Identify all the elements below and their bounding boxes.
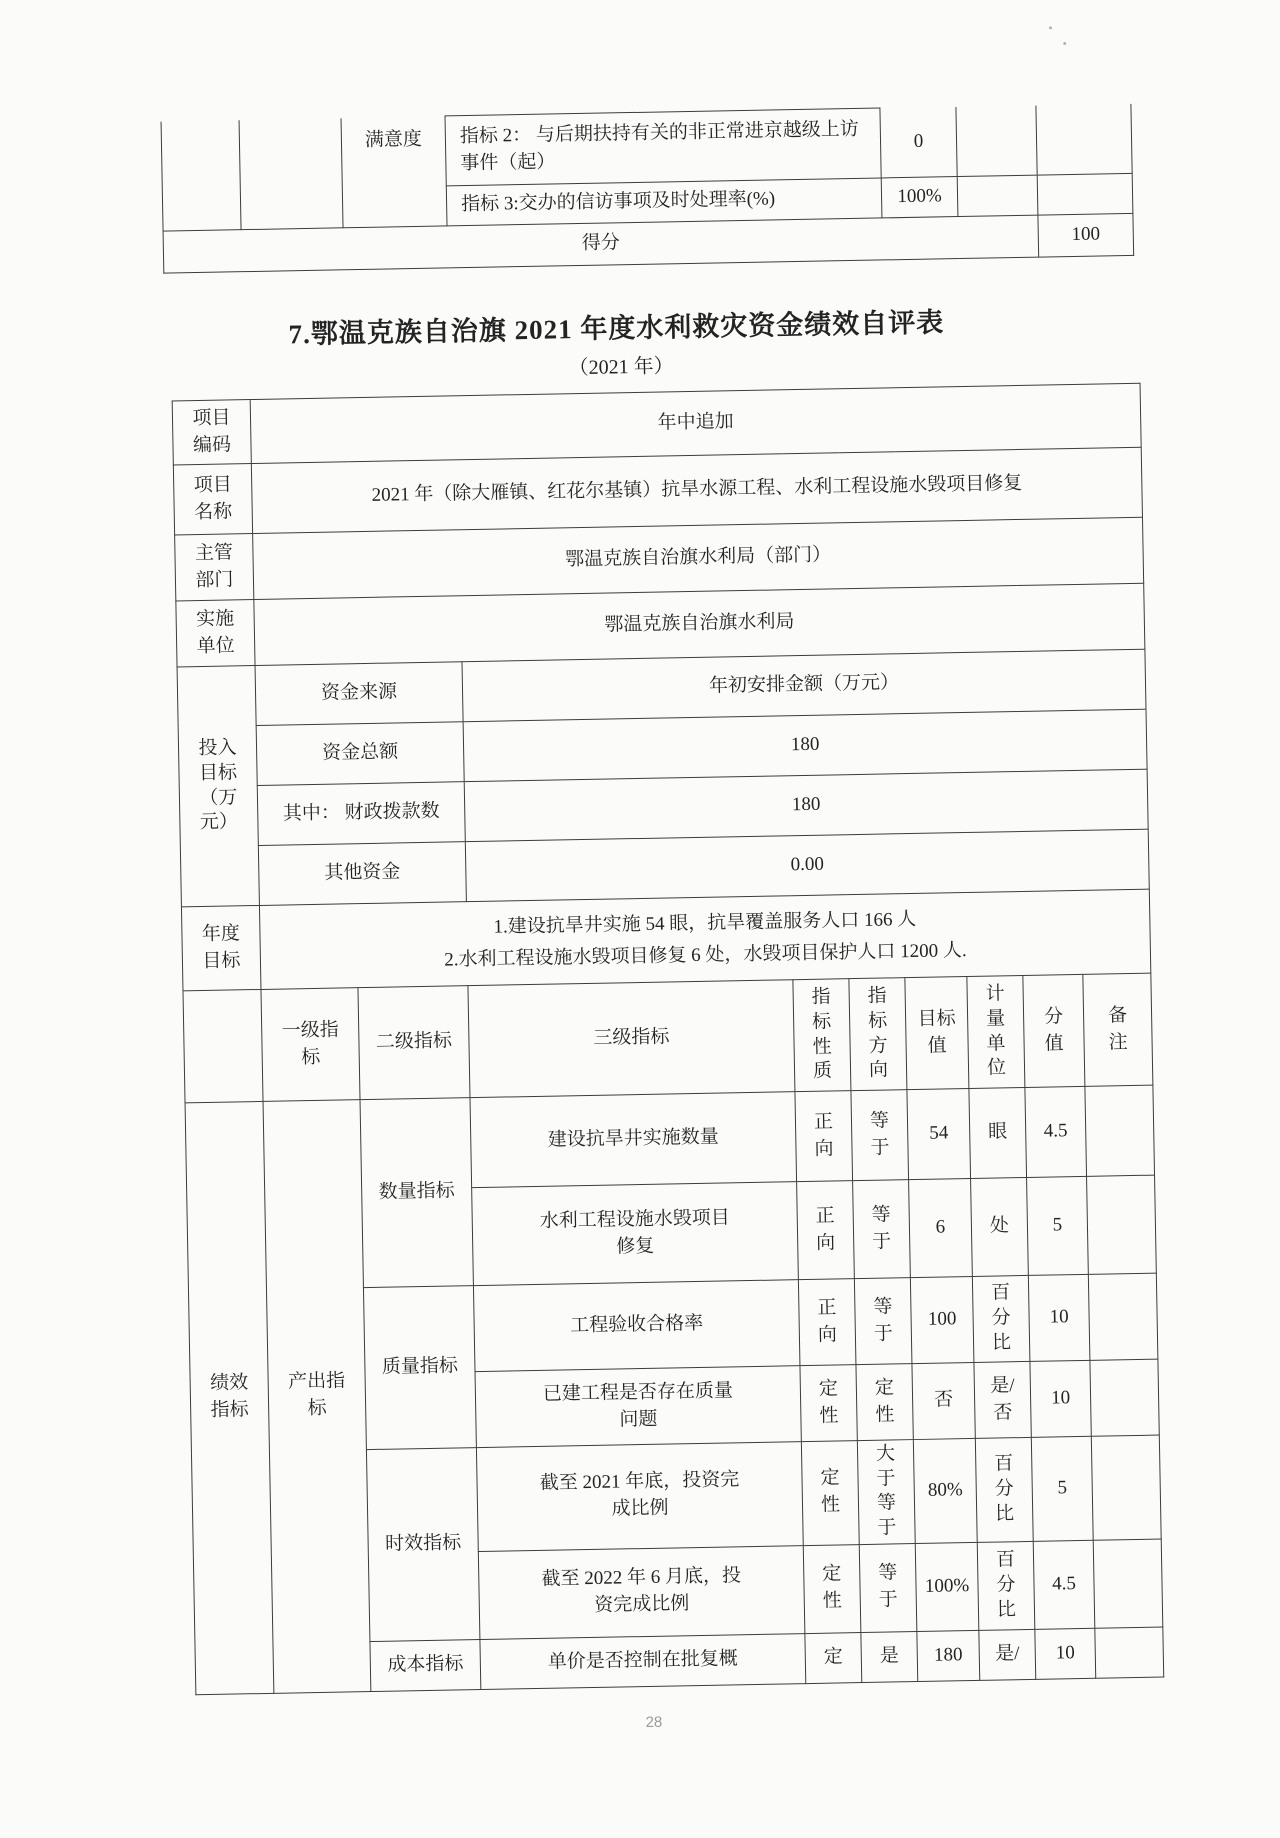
- timeliness-indicator-label: 时效指标: [366, 1448, 479, 1642]
- page-subtitle: （2021 年）: [568, 355, 674, 380]
- indicator2-label: 指标 2： 与后期扶持有关的非正常进京越级上访事件（起）: [445, 108, 881, 186]
- header-remark: 备 注: [1083, 973, 1153, 1086]
- indicator-target: 80%: [913, 1438, 977, 1543]
- indicator-direction: 等 于: [851, 1090, 909, 1181]
- scan-speck: [1049, 26, 1052, 29]
- implement-unit-label: 实施 单位: [176, 600, 255, 667]
- indicator-nature: 定 性: [801, 1441, 859, 1546]
- indicator-row: [185, 1085, 1155, 1193]
- carryover-score-table: [161, 103, 1135, 274]
- empty-cell: [183, 989, 263, 1102]
- indicator-target: 100: [910, 1276, 974, 1363]
- indicator-nature: 正 向: [797, 1181, 855, 1280]
- indicator-score: 10: [1030, 1360, 1091, 1437]
- fund-total-label: 资金总额: [256, 722, 464, 786]
- indicator-direction: 等 于: [859, 1543, 917, 1632]
- implement-unit-value: 鄂温克族自治旗水利局: [254, 583, 1145, 665]
- header-nature: 指 标 性 质: [793, 979, 851, 1092]
- indicator-remark: [1090, 1359, 1159, 1436]
- indicator-score: 5: [1031, 1436, 1093, 1541]
- indicator-nature: 定 性: [803, 1544, 861, 1633]
- fiscal-allocation-value: 180: [464, 769, 1148, 842]
- fund-source-label: 资金来源: [255, 662, 463, 726]
- indicator-remark: [1085, 1085, 1155, 1176]
- header-level3: 三级指标: [468, 980, 795, 1098]
- indicator-remark: [1087, 1175, 1157, 1274]
- satisfaction-label: 满意度: [341, 116, 447, 228]
- header-unit: 计 量 单 位: [967, 975, 1025, 1088]
- supervisor-dept-label: 主管 部门: [175, 534, 254, 601]
- header-level2: 二级指标: [358, 986, 470, 1100]
- indicator-direction: 大 于 等 于: [857, 1440, 915, 1545]
- self-evaluation-table: [172, 383, 1165, 1695]
- indicator-remark: [1088, 1273, 1158, 1360]
- indicator-score: 10: [1035, 1628, 1096, 1679]
- empty-cell: [957, 175, 1038, 216]
- scan-speck: [1063, 42, 1066, 45]
- indicator-remark: [1093, 1539, 1163, 1628]
- indicator3-value: 100%: [881, 177, 958, 218]
- indicator-target: 180: [917, 1630, 980, 1681]
- score-value: 100: [1038, 213, 1134, 257]
- indicator-target: 6: [909, 1178, 973, 1277]
- indicator-direction: 定 性: [856, 1364, 913, 1441]
- performance-indicator-label: 绩效 指标: [185, 1101, 274, 1694]
- output-indicator-label: 产出指 标: [263, 1100, 371, 1693]
- page-title: 7.鄂温克族自治旗 2021 年度水利救灾资金绩效自评表: [288, 307, 945, 350]
- empty-cell: [1036, 103, 1132, 175]
- indicator-unit: 百 分 比: [975, 1437, 1033, 1542]
- investment-goal-label: 投入 目标 （万 元）: [177, 666, 259, 907]
- header-score: 分 值: [1023, 974, 1085, 1087]
- indicator-direction: 等 于: [854, 1278, 912, 1365]
- quality-indicator-label: 质量指标: [363, 1286, 476, 1450]
- page-number: 28: [645, 1713, 663, 1732]
- indicator-target: 否: [912, 1362, 975, 1439]
- fund-source-value: 年初安排金额（万元）: [462, 649, 1146, 722]
- indicator-remark: [1095, 1627, 1164, 1678]
- empty-cell: [1037, 173, 1133, 215]
- indicator-name: 截至 2022 年 6 月底，投 资完成比例: [478, 1545, 805, 1639]
- project-code-value: 年中追加: [250, 383, 1141, 463]
- indicator-unit: 处: [971, 1177, 1029, 1276]
- project-name-label: 项目 名称: [173, 464, 252, 535]
- indicator-score: 4.5: [1025, 1086, 1087, 1177]
- header-direction: 指 标 方 向: [849, 978, 907, 1091]
- annual-goal-label: 年度 目标: [181, 905, 261, 990]
- indicator-name: 水利工程设施水毁项目 修复: [472, 1182, 799, 1286]
- score-label: 得分: [163, 215, 1039, 273]
- indicator-name: 建设抗旱井实施数量: [470, 1092, 797, 1188]
- header-target: 目标 值: [905, 977, 969, 1090]
- indicator-name: 单价是否控制在批复概: [480, 1633, 806, 1689]
- indicator-score: 4.5: [1033, 1540, 1095, 1629]
- empty-cell: [956, 105, 1037, 176]
- fiscal-allocation-label: 其中： 财政拨款数: [257, 782, 465, 846]
- indicator-nature: 正 向: [798, 1279, 856, 1366]
- project-code-label: 项目 编码: [172, 400, 251, 465]
- indicator-unit: 百 分 比: [977, 1541, 1035, 1630]
- other-funds-value: 0.00: [465, 829, 1149, 902]
- indicator-unit: 是/: [979, 1629, 1036, 1680]
- indicator-name: 已建工程是否存在质量 问题: [475, 1366, 801, 1448]
- indicator-nature: 定: [805, 1632, 862, 1683]
- annual-goal-value: 1.建设抗旱井实施 54 眼，抗旱覆盖服务人口 166 人 2.水利工程设施水毁项目修复 6 处，水毁项目保护人口 1200 人.: [259, 889, 1150, 989]
- indicator-unit: 眼: [969, 1087, 1027, 1178]
- indicator-nature: 定 性: [800, 1365, 857, 1442]
- indicator2-value: 0: [880, 107, 957, 178]
- indicator-score: 10: [1028, 1274, 1090, 1361]
- indicator-nature: 正 向: [795, 1091, 853, 1182]
- indicator-name: 工程验收合格率: [473, 1280, 800, 1372]
- supervisor-dept-value: 鄂温克族自治旗水利局（部门）: [253, 517, 1144, 599]
- indicator-direction: 是: [861, 1631, 918, 1682]
- fund-total-value: 180: [463, 709, 1147, 782]
- indicator-remark: [1091, 1435, 1161, 1540]
- quantity-indicator-label: 数量指标: [360, 1098, 473, 1288]
- project-name-value: 2021 年（除大雁镇、红花尔基镇）抗旱水源工程、水利工程设施水毁项目修复: [251, 447, 1142, 533]
- indicator-header-row: [183, 973, 1153, 1103]
- indicator-target: 100%: [915, 1542, 979, 1631]
- indicator-unit: 是/ 否: [974, 1361, 1031, 1438]
- indicator-name: 截至 2021 年底，投资完 成比例: [476, 1442, 803, 1552]
- indicator-direction: 等 于: [853, 1180, 911, 1279]
- other-funds-label: 其他资金: [258, 842, 466, 906]
- empty-cell: [239, 118, 343, 230]
- indicator-unit: 百 分 比: [972, 1275, 1030, 1362]
- header-level1: 一级指 标: [261, 988, 360, 1102]
- indicator3-label: 指标 3:交办的信访事项及时处理率(%): [446, 178, 882, 226]
- indicator-target: 54: [907, 1088, 971, 1179]
- empty-cell: [161, 120, 241, 231]
- cost-indicator-label: 成本指标: [370, 1639, 481, 1691]
- indicator-score: 5: [1027, 1176, 1089, 1275]
